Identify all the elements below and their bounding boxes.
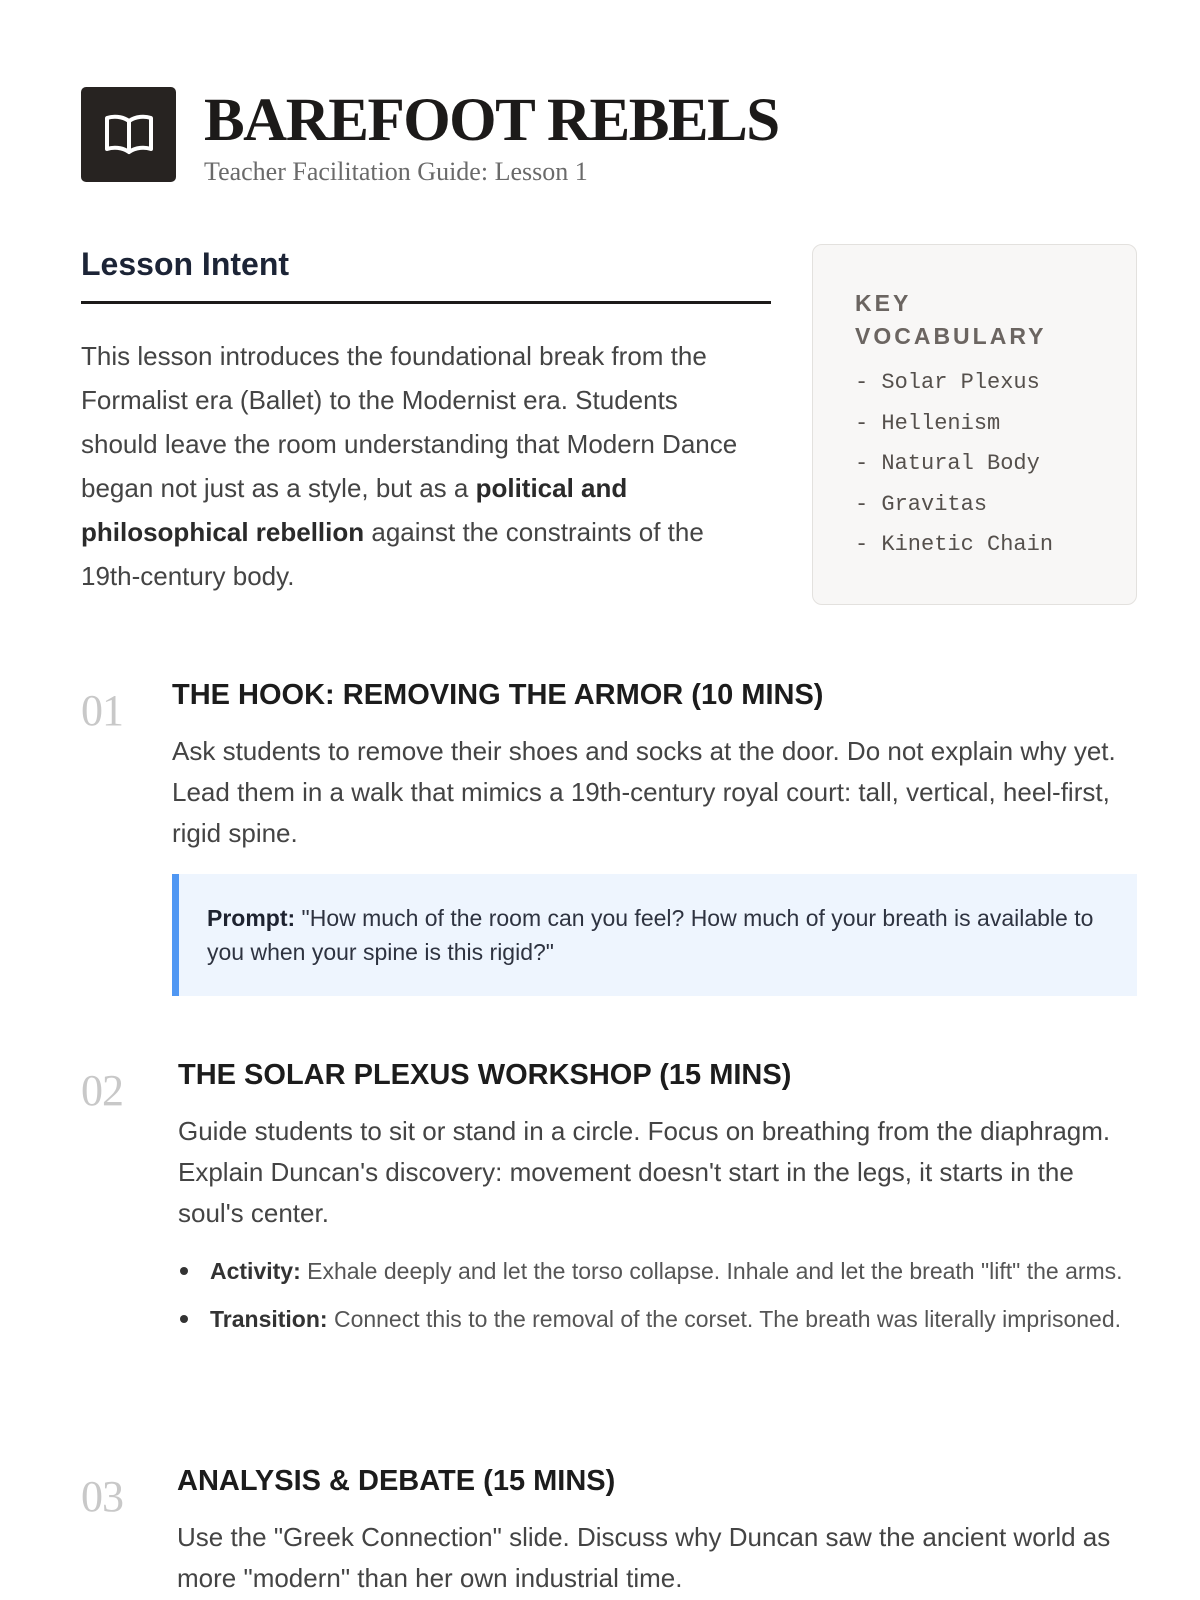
- step-body: Ask students to remove their shoes and socks at the door. Do not explain why yet. Lead them in a walk that mimics a 19th-century royal court: tall, vertical, heel-first, rigid spine.: [172, 736, 1116, 848]
- step-number: 01: [81, 686, 123, 735]
- bullet-label: Activity:: [210, 1258, 301, 1284]
- bullet-transition: [178, 1302, 1137, 1336]
- step-number: 03: [81, 1472, 123, 1521]
- intent-text-end: against the constraints of the 19th-century body.: [81, 517, 704, 591]
- intent-text-start: This lesson introduces the foundational break from the Formalist era (Ballet) to the Modernist era. Students should leave the room understanding that Modern Dance began not just as a style, but as a: [81, 341, 738, 503]
- bullet-dot-icon: [180, 1267, 188, 1275]
- prompt-label: Prompt:: [207, 905, 296, 931]
- bullet-text: Exhale deeply and let the torso collapse. Inhale and let the breath "lift" the arms.: [300, 1258, 1123, 1284]
- heading-divider: [81, 301, 771, 304]
- open-book-icon: [103, 113, 155, 157]
- page-subtitle: Teacher Facilitation Guide: Lesson 1: [204, 157, 588, 186]
- vocabulary-item: - Hellenism: [855, 410, 1001, 436]
- vocabulary-item: - Natural Body: [855, 451, 1040, 476]
- document-header: [81, 87, 779, 187]
- step-heading: ANALYSIS & DEBATE (15 MINS): [177, 1465, 616, 1497]
- step-hook: [81, 677, 1137, 996]
- bullet-label: Transition:: [210, 1306, 328, 1332]
- logo: [81, 87, 176, 182]
- prompt-callout: [172, 874, 1137, 996]
- page-title: BAREFOOT REBELS: [204, 87, 779, 154]
- vocabulary-item: - Gravitas: [855, 491, 988, 517]
- lesson-intent-section: [81, 245, 771, 598]
- vocabulary-list: [855, 363, 1136, 566]
- step-analysis-debate: [81, 1463, 1137, 1599]
- step-heading: THE SOLAR PLEXUS WORKSHOP (15 MINS): [178, 1059, 792, 1091]
- prompt-text: "How much of the room can you feel? How much of your breath is available to you when your spine is this rigid?": [207, 905, 1094, 965]
- lesson-intent-heading: Lesson Intent: [81, 246, 290, 282]
- key-vocabulary-card: [812, 244, 1137, 605]
- intent-text-emphasis: political and philosophical rebellion: [81, 473, 628, 547]
- step-heading: THE HOOK: REMOVING THE ARMOR (10 MINS): [172, 679, 824, 711]
- bullet-text: Connect this to the removal of the corset. The breath was literally imprisoned.: [327, 1306, 1122, 1332]
- step-solar-plexus-workshop: [81, 1057, 1137, 1350]
- vocabulary-item: - Solar Plexus: [855, 370, 1040, 395]
- step-body: Use the "Greek Connection" slide. Discuss why Duncan saw the ancient world as more "modern" than her own industrial time.: [177, 1522, 1111, 1593]
- key-vocabulary-title: KEY VOCABULARY: [855, 290, 1047, 349]
- step-body: Guide students to sit or stand in a circle. Focus on breathing from the diaphragm. Explain Duncan's discovery: movement doesn't start in the legs, it starts in the soul's center.: [178, 1116, 1111, 1228]
- bullet-dot-icon: [180, 1315, 188, 1323]
- vocabulary-item: - Kinetic Chain: [855, 532, 1054, 557]
- bullet-activity: [178, 1254, 1137, 1288]
- lesson-intent-body: [81, 334, 741, 598]
- step-bullet-list: [178, 1254, 1137, 1336]
- step-number: 02: [81, 1066, 123, 1115]
